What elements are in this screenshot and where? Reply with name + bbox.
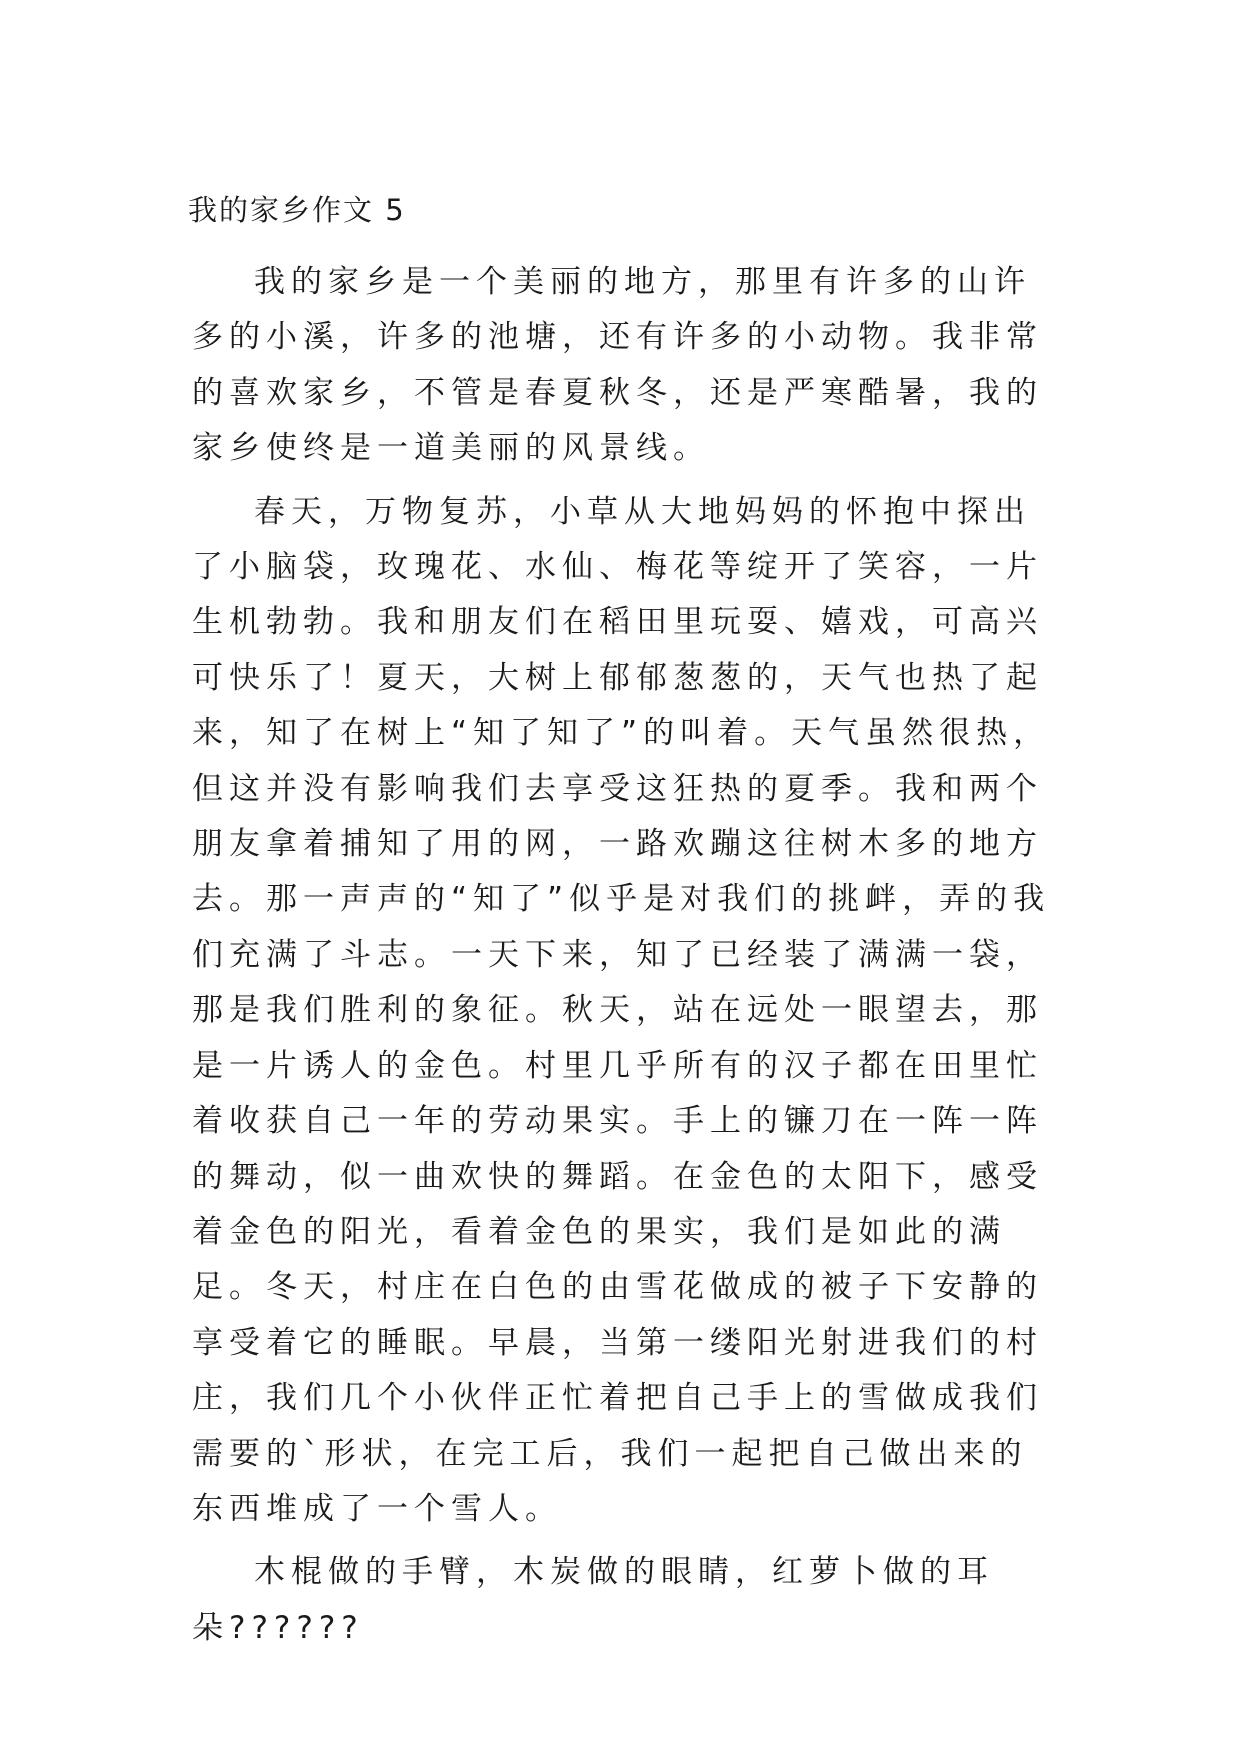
document-title: 我的家乡作文 5: [188, 193, 406, 227]
paragraph-snowman: 木棍做的手臂，木炭做的眼睛，红萝卜做的耳朵??????: [192, 1554, 994, 1646]
document-body: [192, 255, 1054, 1664]
paragraph-intro: 我的家乡是一个美丽的地方，那里有许多的山许多的小溪，许多的池塘，还有许多的小动物。我非常的喜欢家乡，不管是春夏秋冬，还是严寒酷暑，我的家乡使终是一道美丽的风景线。: [192, 264, 1043, 467]
paragraph-seasons: 春天，万物复苏，小草从大地妈妈的怀抱中探出了小脑袋，玫瑰花、水仙、梅花等绽开了笑容，一片生机勃勃。我和朋友们在稻田里玩耍、嬉戏，可高兴可快乐了！夏天，大树上郁郁葱葱的，天气也热了起来，知了在树上“知了知了”的叫着。天气虽然很热，但这并没有影响我们去享受这狂热的夏季。我和两个朋友拿着捕知了用的网，一路欢蹦这往树木多的地方去。那一声声的“知了”似乎是对我们的挑衅，弄的我们充满了斗志。一天下来，知了已经装了满满一袋，那是我们胜利的象征。秋天，站在远处一眼望去，那是一片诱人的金色。村里几乎所有的汉子都在田里忙着收获自己一年的劳动果实。手上的镰刀在一阵一阵的舞动，似一曲欢快的舞蹈。在金色的太阳下，感受着金色的阳光，看着金色的果实，我们是如此的满足。冬天，村庄在白色的由雪花做成的被子下安静的享受着它的睡眠。早晨，当第一缕阳光射进我们的村庄，我们几个小伙伴正忙着把自己手上的雪做成我们需要的`形状，在完工后，我们一起把自己做出来的东西堆成了一个雪人。: [192, 493, 1051, 1527]
